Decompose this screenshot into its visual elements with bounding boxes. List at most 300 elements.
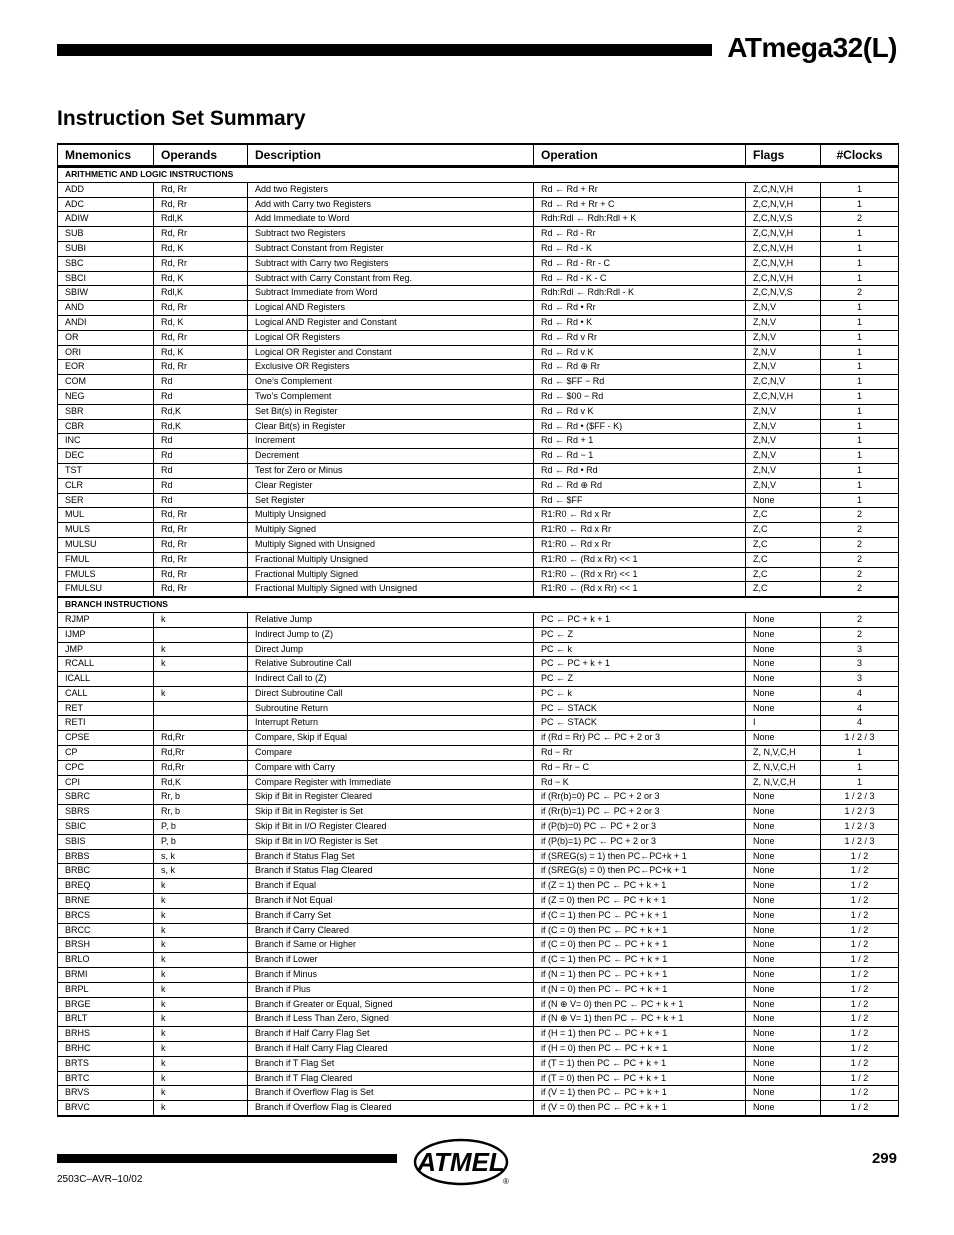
cell-operands: Rd, K (154, 315, 248, 330)
table-row (58, 894, 899, 909)
table-row (58, 746, 899, 761)
table-body (58, 167, 899, 1117)
table-row (58, 701, 899, 716)
cell-clocks: 1 (821, 182, 899, 197)
cell-mnemonic: FMULSU (58, 582, 154, 597)
table-row (58, 463, 899, 478)
cell-flags: None (746, 701, 821, 716)
cell-description: Indirect Jump to (Z) (248, 627, 534, 642)
cell-description: Branch if Status Flag Set (248, 849, 534, 864)
cell-flags: Z,N,V (746, 345, 821, 360)
cell-mnemonic: ICALL (58, 672, 154, 687)
cell-operation: Rd ← $FF (534, 493, 746, 508)
cell-operands: P, b (154, 820, 248, 835)
cell-mnemonic: SUBI (58, 241, 154, 256)
cell-operands: k (154, 968, 248, 983)
cell-description: Branch if Status Flag Cleared (248, 864, 534, 879)
cell-description: Set Bit(s) in Register (248, 404, 534, 419)
cell-description: Multiply Signed with Unsigned (248, 537, 534, 552)
cell-operation: if (Rd = Rr) PC ← PC + 2 or 3 (534, 731, 746, 746)
cell-clocks: 1 / 2 (821, 849, 899, 864)
cell-flags: Z,C,N,V,H (746, 227, 821, 242)
cell-clocks: 1 / 2 (821, 1071, 899, 1086)
cell-mnemonic: SBIW (58, 286, 154, 301)
cell-operation: Rdh:Rdl ← Rdh:Rdl - K (534, 286, 746, 301)
cell-operation: if (V = 1) then PC ← PC + k + 1 (534, 1086, 746, 1101)
table-row (58, 389, 899, 404)
cell-flags: Z,C (746, 582, 821, 597)
table-row (58, 478, 899, 493)
cell-flags: None (746, 820, 821, 835)
cell-operands (154, 701, 248, 716)
cell-clocks: 1 (821, 493, 899, 508)
cell-operation: Rd ← Rd v K (534, 345, 746, 360)
table-row (58, 820, 899, 835)
cell-mnemonic: RJMP (58, 612, 154, 627)
cell-operands: k (154, 686, 248, 701)
atmel-logo (413, 1138, 509, 1186)
cell-description: Interrupt Return (248, 716, 534, 731)
cell-operation: R1:R0 ← Rd x Rr (534, 508, 746, 523)
cell-description: Branch if Less Than Zero, Signed (248, 1012, 534, 1027)
cell-description: Fractional Multiply Unsigned (248, 552, 534, 567)
cell-operands: Rd, Rr (154, 256, 248, 271)
table-row (58, 849, 899, 864)
cell-clocks: 1 (821, 360, 899, 375)
cell-description: Direct Jump (248, 642, 534, 657)
cell-clocks: 1 (821, 375, 899, 390)
table-row (58, 493, 899, 508)
cell-operation: if (T = 0) then PC ← PC + k + 1 (534, 1071, 746, 1086)
cell-operation: Rd ← Rd + Rr (534, 182, 746, 197)
table-row (58, 567, 899, 582)
table-row (58, 315, 899, 330)
cell-operands: Rd (154, 463, 248, 478)
section-header-row (58, 167, 899, 183)
cell-flags: Z,N,V (746, 360, 821, 375)
cell-mnemonic: BRBC (58, 864, 154, 879)
cell-operands: s, k (154, 864, 248, 879)
cell-mnemonic: CPC (58, 760, 154, 775)
table-row (58, 227, 899, 242)
cell-mnemonic: ADIW (58, 212, 154, 227)
cell-flags: Z,C,N,V (746, 375, 821, 390)
cell-mnemonic: ADC (58, 197, 154, 212)
cell-operation: R1:R0 ← (Rd x Rr) << 1 (534, 567, 746, 582)
cell-clocks: 1 (821, 478, 899, 493)
cell-operands: k (154, 1056, 248, 1071)
cell-operands: k (154, 982, 248, 997)
cell-clocks: 1 (821, 330, 899, 345)
cell-clocks: 2 (821, 567, 899, 582)
cell-operands: Rr, b (154, 805, 248, 820)
cell-operation: if (P(b)=1) PC ← PC + 2 or 3 (534, 834, 746, 849)
table-row (58, 330, 899, 345)
cell-flags: None (746, 731, 821, 746)
cell-mnemonic: JMP (58, 642, 154, 657)
cell-operation: R1:R0 ← (Rd x Rr) << 1 (534, 582, 746, 597)
cell-mnemonic: BRCS (58, 908, 154, 923)
cell-operands: Rd, Rr (154, 508, 248, 523)
cell-operation: Rd ← $00 − Rd (534, 389, 746, 404)
cell-operands: Rd, K (154, 271, 248, 286)
cell-operation: R1:R0 ← (Rd x Rr) << 1 (534, 552, 746, 567)
table-row (58, 182, 899, 197)
cell-description: Test for Zero or Minus (248, 463, 534, 478)
cell-flags: None (746, 908, 821, 923)
cell-operation: if (C = 0) then PC ← PC + k + 1 (534, 938, 746, 953)
cell-operands: Rd, Rr (154, 227, 248, 242)
col-header-mnemonics: Mnemonics (58, 144, 154, 167)
cell-description: Multiply Unsigned (248, 508, 534, 523)
cell-clocks: 3 (821, 672, 899, 687)
cell-flags: None (746, 1027, 821, 1042)
cell-flags: Z,C,N,V,H (746, 197, 821, 212)
cell-operands: Rd (154, 389, 248, 404)
cell-mnemonic: FMULS (58, 567, 154, 582)
cell-clocks: 1 / 2 / 3 (821, 731, 899, 746)
cell-flags: Z,C,N,V,H (746, 256, 821, 271)
table-row (58, 657, 899, 672)
cell-clocks: 3 (821, 642, 899, 657)
cell-flags: None (746, 672, 821, 687)
cell-clocks: 1 / 2 (821, 864, 899, 879)
cell-description: Two’s Complement (248, 389, 534, 404)
cell-clocks: 4 (821, 716, 899, 731)
cell-flags: None (746, 849, 821, 864)
cell-operands: Rd, Rr (154, 523, 248, 538)
cell-clocks: 1 (821, 389, 899, 404)
cell-flags: Z,C,N,V,H (746, 182, 821, 197)
cell-clocks: 1 / 2 (821, 997, 899, 1012)
cell-flags: Z,N,V (746, 404, 821, 419)
cell-operands: Rd, Rr (154, 197, 248, 212)
cell-clocks: 2 (821, 523, 899, 538)
table-row (58, 1101, 899, 1116)
cell-clocks: 2 (821, 612, 899, 627)
cell-operands: Rd, Rr (154, 582, 248, 597)
cell-clocks: 1 (821, 419, 899, 434)
cell-flags: Z,C (746, 508, 821, 523)
cell-mnemonic: SBCI (58, 271, 154, 286)
cell-clocks: 1 / 2 (821, 1056, 899, 1071)
cell-operation: if (C = 1) then PC ← PC + k + 1 (534, 908, 746, 923)
registered-mark: ® (503, 1177, 509, 1186)
cell-mnemonic: BRCC (58, 923, 154, 938)
cell-flags: None (746, 627, 821, 642)
instruction-table (57, 143, 899, 1117)
col-header-description: Description (248, 144, 534, 167)
table-row (58, 271, 899, 286)
cell-flags: None (746, 938, 821, 953)
table-row (58, 686, 899, 701)
cell-operation: if (N = 0) then PC ← PC + k + 1 (534, 982, 746, 997)
cell-flags: Z,C (746, 552, 821, 567)
cell-operands: k (154, 953, 248, 968)
table-row (58, 716, 899, 731)
cell-flags: Z,N,V (746, 478, 821, 493)
table-row (58, 345, 899, 360)
cell-clocks: 2 (821, 508, 899, 523)
table-row (58, 582, 899, 597)
cell-clocks: 4 (821, 701, 899, 716)
table-row (58, 627, 899, 642)
cell-flags: Z,C,N,V,S (746, 212, 821, 227)
cell-clocks: 1 / 2 (821, 968, 899, 983)
cell-operands: Rd,Rr (154, 760, 248, 775)
cell-operation: Rd ← Rd + Rr + C (534, 197, 746, 212)
table-row (58, 612, 899, 627)
cell-operation: Rd ← Rd • ($FF - K) (534, 419, 746, 434)
cell-mnemonic: SBRS (58, 805, 154, 820)
cell-operation: if (C = 0) then PC ← PC + k + 1 (534, 923, 746, 938)
cell-operands: Rd, Rr (154, 552, 248, 567)
cell-mnemonic: NEG (58, 389, 154, 404)
cell-operands: Rd,K (154, 775, 248, 790)
cell-operands: Rd, Rr (154, 301, 248, 316)
cell-description: Subtract Constant from Register (248, 241, 534, 256)
cell-operands: k (154, 1101, 248, 1116)
section-title-cell: ARITHMETIC AND LOGIC INSTRUCTIONS (58, 167, 899, 183)
cell-operands: k (154, 1027, 248, 1042)
cell-flags: I (746, 716, 821, 731)
cell-operation: R1:R0 ← Rd x Rr (534, 523, 746, 538)
cell-operands: k (154, 908, 248, 923)
cell-flags: Z,N,V (746, 449, 821, 464)
cell-clocks: 1 / 2 (821, 879, 899, 894)
cell-mnemonic: BREQ (58, 879, 154, 894)
cell-operation: PC ← Z (534, 627, 746, 642)
cell-flags: None (746, 923, 821, 938)
cell-description: Branch if Same or Higher (248, 938, 534, 953)
cell-clocks: 1 / 2 / 3 (821, 820, 899, 835)
table-row (58, 864, 899, 879)
table-row (58, 923, 899, 938)
cell-mnemonic: BRNE (58, 894, 154, 909)
cell-operands: k (154, 938, 248, 953)
cell-clocks: 1 / 2 (821, 1086, 899, 1101)
cell-description: Branch if Lower (248, 953, 534, 968)
table-row (58, 672, 899, 687)
cell-description: Increment (248, 434, 534, 449)
cell-mnemonic: BRVC (58, 1101, 154, 1116)
col-header-flags: Flags (746, 144, 821, 167)
cell-operands (154, 627, 248, 642)
cell-clocks: 1 / 2 (821, 1042, 899, 1057)
cell-operands: k (154, 894, 248, 909)
page-number: 299 (871, 1150, 897, 1167)
cell-operation: Rd ← Rd • Rd (534, 463, 746, 478)
cell-operation: if (C = 1) then PC ← PC + k + 1 (534, 953, 746, 968)
cell-clocks: 1 (821, 746, 899, 761)
cell-operands: Rd,Rr (154, 731, 248, 746)
header-rule (57, 44, 712, 56)
cell-clocks: 2 (821, 582, 899, 597)
cell-operation: if (T = 1) then PC ← PC + k + 1 (534, 1056, 746, 1071)
cell-description: Compare, Skip if Equal (248, 731, 534, 746)
cell-operation: PC ← Z (534, 672, 746, 687)
cell-flags: None (746, 1056, 821, 1071)
cell-clocks: 1 (821, 271, 899, 286)
cell-description: Branch if Greater or Equal, Signed (248, 997, 534, 1012)
cell-description: One’s Complement (248, 375, 534, 390)
cell-clocks: 1 / 2 (821, 894, 899, 909)
col-header-operation: Operation (534, 144, 746, 167)
col-header-clocks: #Clocks (821, 144, 899, 167)
cell-operation: Rd ← $FF − Rd (534, 375, 746, 390)
cell-flags: None (746, 1086, 821, 1101)
cell-description: Branch if Equal (248, 879, 534, 894)
cell-flags: None (746, 997, 821, 1012)
cell-mnemonic: ANDI (58, 315, 154, 330)
cell-description: Branch if Minus (248, 968, 534, 983)
cell-description: Fractional Multiply Signed (248, 567, 534, 582)
cell-clocks: 1 / 2 (821, 923, 899, 938)
cell-description: Logical OR Registers (248, 330, 534, 345)
cell-operands: Rd,Rr (154, 746, 248, 761)
cell-mnemonic: SER (58, 493, 154, 508)
table-row (58, 731, 899, 746)
cell-flags: None (746, 968, 821, 983)
cell-operands: k (154, 1071, 248, 1086)
cell-clocks: 2 (821, 212, 899, 227)
table-row (58, 1071, 899, 1086)
cell-description: Exclusive OR Registers (248, 360, 534, 375)
cell-clocks: 1 (821, 241, 899, 256)
cell-operands: k (154, 642, 248, 657)
cell-operation: Rd ← Rd - Rr - C (534, 256, 746, 271)
table-row (58, 1056, 899, 1071)
cell-operands: k (154, 879, 248, 894)
cell-mnemonic: BRPL (58, 982, 154, 997)
cell-description: Branch if Carry Set (248, 908, 534, 923)
cell-operation: PC ← STACK (534, 701, 746, 716)
cell-operation: if (Rr(b)=1) PC ← PC + 2 or 3 (534, 805, 746, 820)
cell-clocks: 2 (821, 552, 899, 567)
cell-flags: Z,C,N,V,H (746, 271, 821, 286)
footer-rule (57, 1154, 397, 1163)
cell-flags: Z,N,V (746, 419, 821, 434)
table-row (58, 982, 899, 997)
table-row (58, 241, 899, 256)
cell-flags: None (746, 864, 821, 879)
cell-mnemonic: TST (58, 463, 154, 478)
cell-operation: PC ← k (534, 686, 746, 701)
cell-flags: Z,C (746, 523, 821, 538)
cell-operands: P, b (154, 834, 248, 849)
cell-operation: if (H = 1) then PC ← PC + k + 1 (534, 1027, 746, 1042)
cell-mnemonic: RET (58, 701, 154, 716)
cell-flags: None (746, 1042, 821, 1057)
cell-mnemonic: CALL (58, 686, 154, 701)
cell-description: Compare Register with Immediate (248, 775, 534, 790)
cell-operands: Rr, b (154, 790, 248, 805)
cell-operands: Rd,K (154, 404, 248, 419)
cell-clocks: 1 (821, 434, 899, 449)
table-row (58, 537, 899, 552)
table-row (58, 760, 899, 775)
cell-flags: None (746, 1071, 821, 1086)
cell-mnemonic: SBIS (58, 834, 154, 849)
cell-description: Branch if Half Carry Flag Cleared (248, 1042, 534, 1057)
cell-flags: Z,C (746, 537, 821, 552)
table-row (58, 953, 899, 968)
cell-flags: None (746, 982, 821, 997)
cell-clocks: 1 / 2 / 3 (821, 805, 899, 820)
cell-operands: k (154, 923, 248, 938)
cell-description: Multiply Signed (248, 523, 534, 538)
cell-flags: Z,N,V (746, 301, 821, 316)
document-code: 2503C–AVR–10/02 (57, 1174, 143, 1185)
cell-mnemonic: SBR (58, 404, 154, 419)
cell-clocks: 1 / 2 (821, 1027, 899, 1042)
cell-operation: Rd − K (534, 775, 746, 790)
cell-operands: Rd (154, 478, 248, 493)
table-row (58, 908, 899, 923)
cell-operation: Rd − Rr − C (534, 760, 746, 775)
table-row (58, 301, 899, 316)
cell-flags: None (746, 493, 821, 508)
cell-operation: if (N ⊕ V= 1) then PC ← PC + k + 1 (534, 1012, 746, 1027)
cell-operation: Rd ← Rd v K (534, 404, 746, 419)
cell-mnemonic: OR (58, 330, 154, 345)
cell-operation: PC ← PC + k + 1 (534, 612, 746, 627)
cell-flags: Z,N,V (746, 463, 821, 478)
cell-description: Add two Registers (248, 182, 534, 197)
cell-flags: Z,N,V (746, 315, 821, 330)
cell-mnemonic: INC (58, 434, 154, 449)
cell-mnemonic: EOR (58, 360, 154, 375)
cell-operation: Rdh:Rdl ← Rdh:Rdl + K (534, 212, 746, 227)
cell-flags: None (746, 642, 821, 657)
cell-clocks: 1 (821, 449, 899, 464)
cell-operation: Rd ← Rd ⊕ Rd (534, 478, 746, 493)
cell-description: Logical AND Register and Constant (248, 315, 534, 330)
cell-flags: Z, N,V,C,H (746, 746, 821, 761)
cell-description: Subtract with Carry Constant from Reg. (248, 271, 534, 286)
cell-description: Clear Bit(s) in Register (248, 419, 534, 434)
table-row (58, 1042, 899, 1057)
cell-description: Relative Jump (248, 612, 534, 627)
cell-clocks: 1 / 2 (821, 908, 899, 923)
cell-mnemonic: BRBS (58, 849, 154, 864)
cell-operation: Rd ← Rd ⊕ Rr (534, 360, 746, 375)
cell-clocks: 1 / 2 / 3 (821, 834, 899, 849)
cell-clocks: 1 / 2 (821, 938, 899, 953)
cell-clocks: 3 (821, 657, 899, 672)
table-row (58, 286, 899, 301)
table-row (58, 968, 899, 983)
cell-flags: None (746, 805, 821, 820)
cell-description: Compare with Carry (248, 760, 534, 775)
cell-mnemonic: BRMI (58, 968, 154, 983)
cell-operation: Rd ← Rd - K - C (534, 271, 746, 286)
cell-description: Subtract Immediate from Word (248, 286, 534, 301)
cell-clocks: 1 / 2 (821, 982, 899, 997)
cell-operands (154, 716, 248, 731)
cell-mnemonic: BRHC (58, 1042, 154, 1057)
cell-operation: Rd ← Rd • Rr (534, 301, 746, 316)
cell-operands: k (154, 1012, 248, 1027)
cell-description: Skip if Bit in Register Cleared (248, 790, 534, 805)
cell-clocks: 1 (821, 256, 899, 271)
cell-operands: Rdl,K (154, 286, 248, 301)
cell-description: Decrement (248, 449, 534, 464)
cell-flags: Z, N,V,C,H (746, 775, 821, 790)
cell-mnemonic: CPI (58, 775, 154, 790)
cell-mnemonic: BRLT (58, 1012, 154, 1027)
cell-flags: Z, N,V,C,H (746, 760, 821, 775)
